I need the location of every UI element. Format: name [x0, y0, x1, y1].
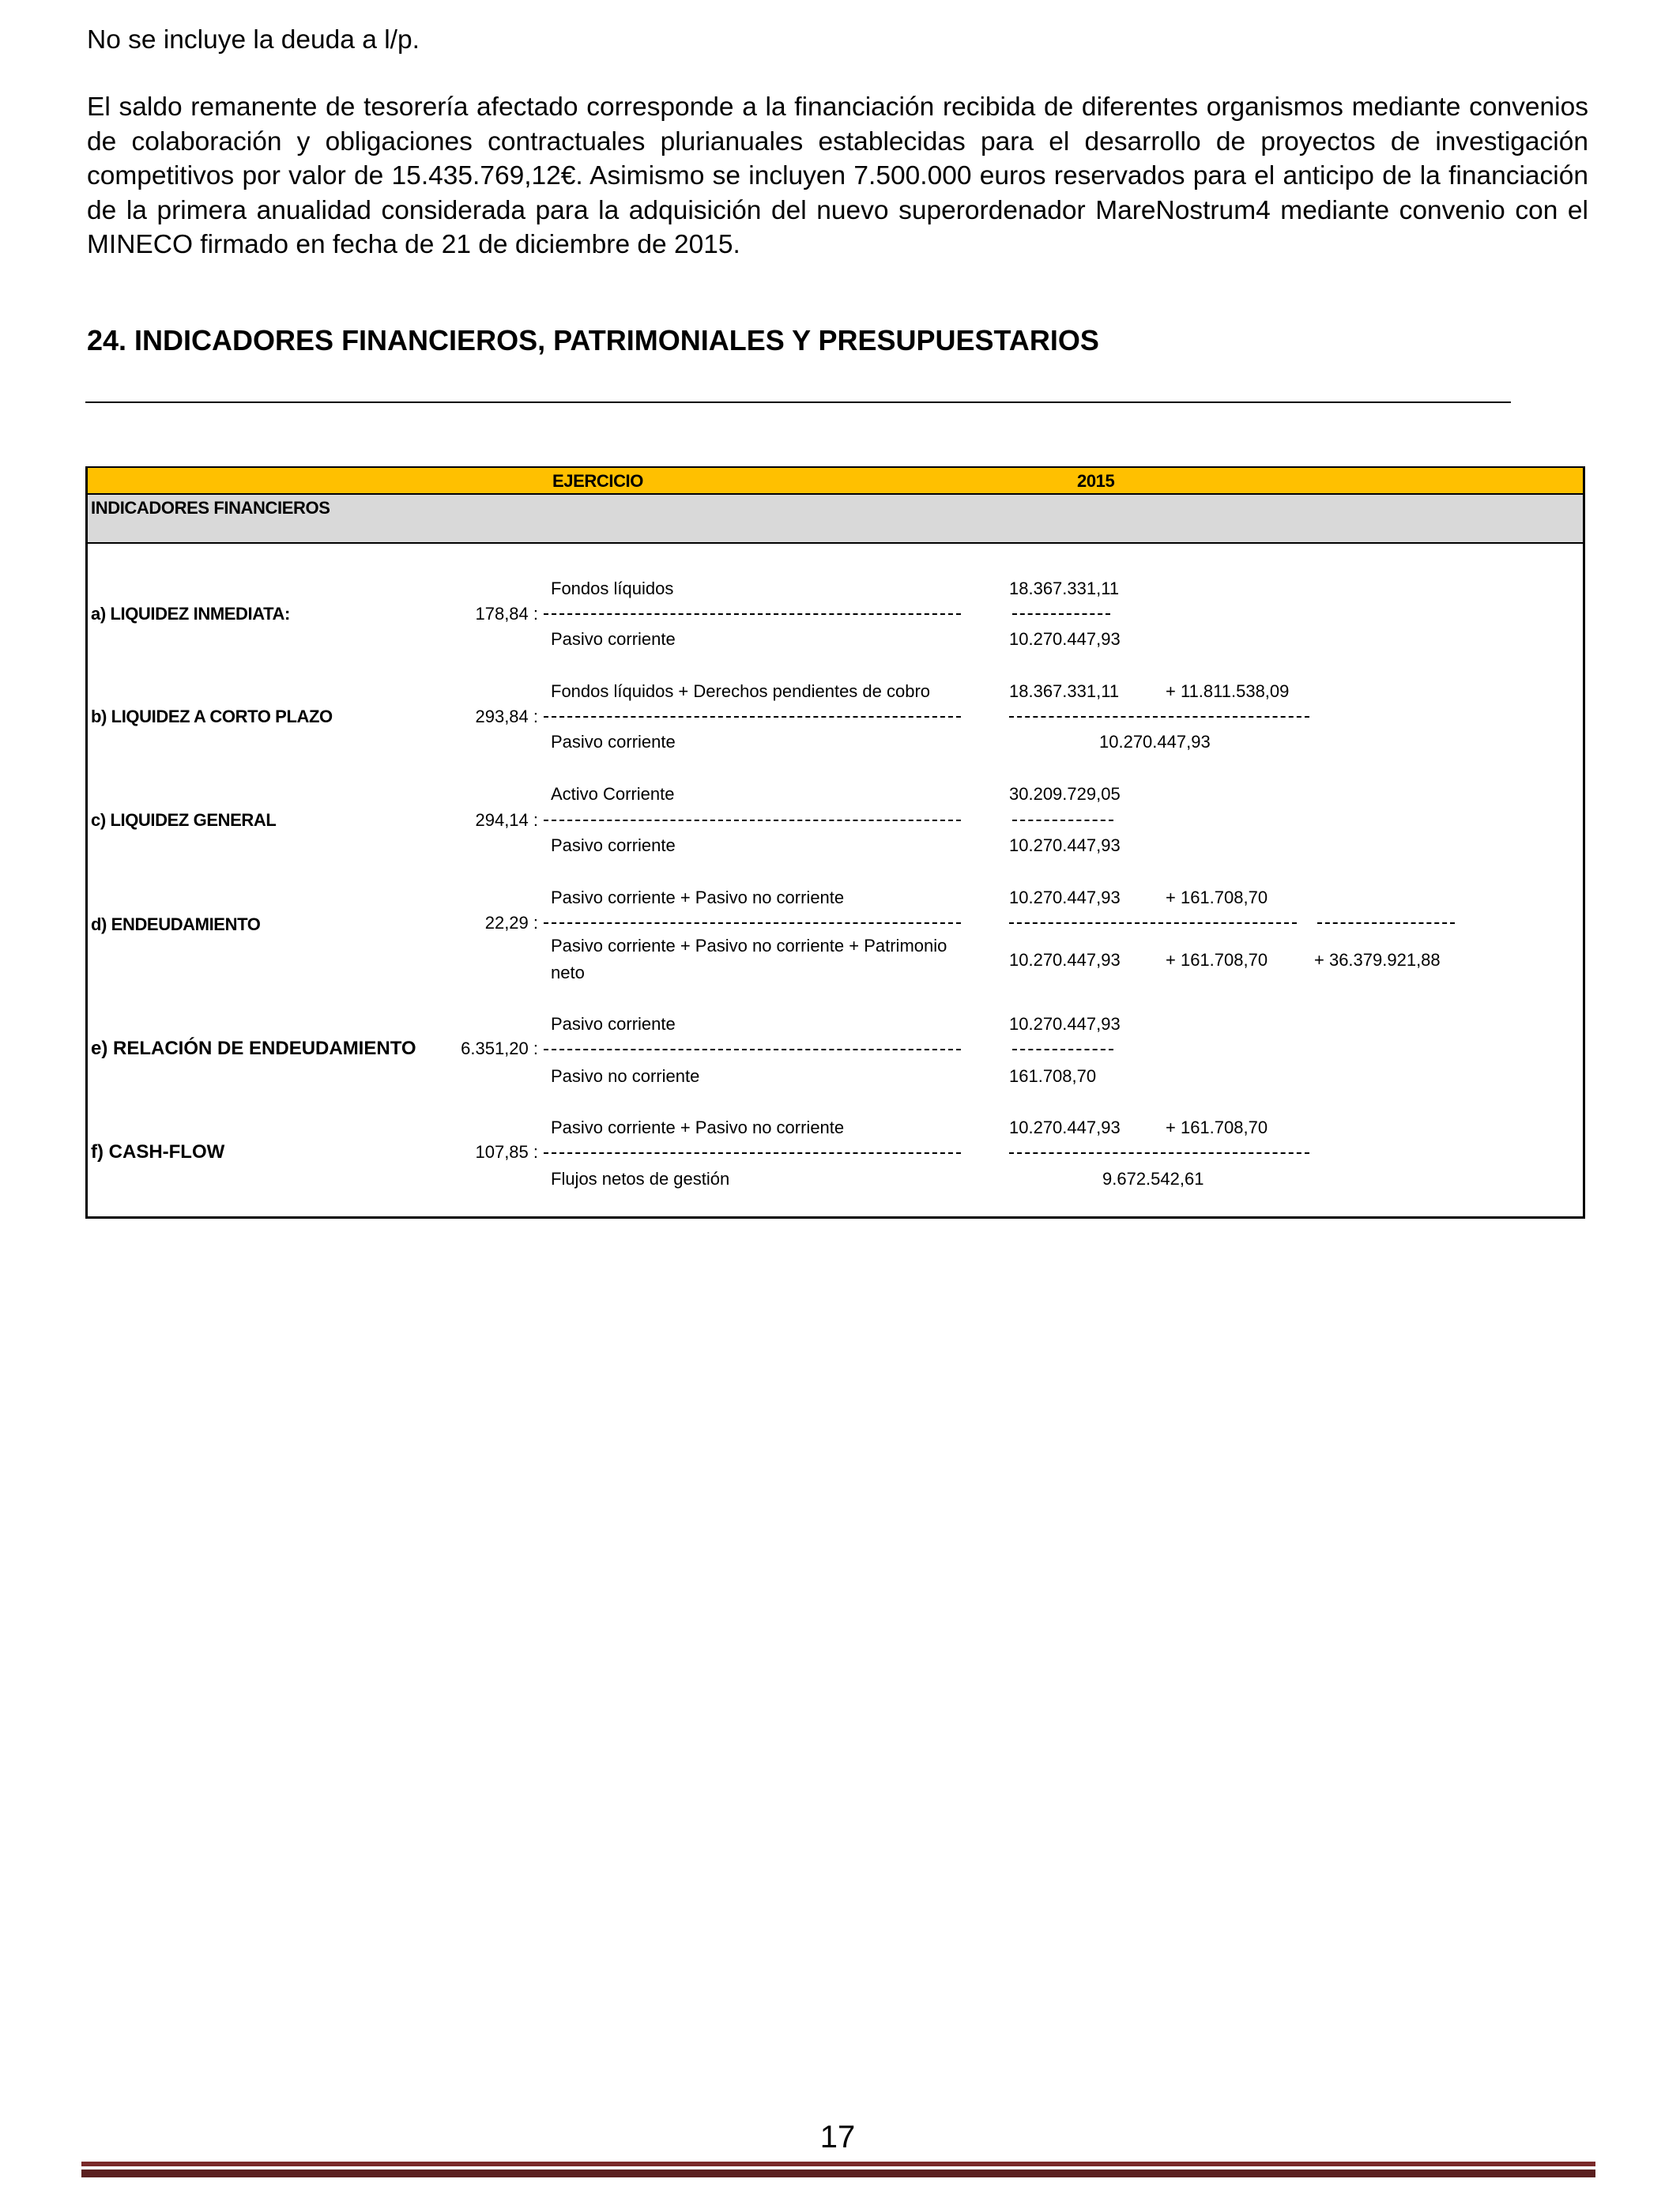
page-number: 17	[819, 2120, 856, 2154]
denominator-value: 10.270.447,93	[1099, 732, 1211, 752]
numerator-value: + 161.708,70	[1166, 1118, 1268, 1137]
numerator-label: Activo Corriente	[551, 784, 675, 804]
header-year: 2015	[1077, 471, 1115, 491]
indicator-label: b) LIQUIDEZ A CORTO PLAZO	[91, 707, 333, 726]
header-ejercicio: EJERCICIO	[552, 471, 643, 491]
fraction-line	[544, 820, 961, 821]
numerator-value: 30.209.729,05	[1009, 784, 1121, 804]
numerator-value: 10.270.447,93	[1009, 888, 1121, 907]
section-heading: 24. INDICADORES FINANCIEROS, PATRIMONIALES Y PRESUPUESTARIOS	[87, 324, 1099, 356]
fraction-line	[1317, 922, 1455, 924]
denominator-value: 161.708,70	[1009, 1066, 1097, 1086]
indicator-value: 22,29 :	[484, 913, 538, 933]
denominator-label: Flujos netos de gestión	[551, 1169, 730, 1189]
indicator-value: 294,14 :	[475, 810, 538, 830]
denominator-value: 10.270.447,93	[1009, 629, 1121, 649]
table-header-row	[88, 468, 1583, 495]
fraction-line	[1009, 922, 1297, 924]
fraction-line	[1009, 1152, 1309, 1154]
heading-rule	[85, 401, 1511, 403]
indicator-label: e) RELACIÓN DE ENDEUDAMIENTO	[91, 1038, 416, 1059]
fraction-line	[1012, 820, 1113, 821]
denominator-label: neto	[551, 963, 585, 982]
denominator-label: Pasivo corriente	[551, 835, 676, 855]
footer-bar	[81, 2162, 1595, 2166]
indicator-value: 178,84 :	[475, 604, 538, 624]
indicators-table	[85, 466, 1585, 1219]
indicator-label: d) ENDEUDAMIENTO	[91, 914, 261, 934]
denominator-label: Pasivo no corriente	[551, 1066, 700, 1086]
fraction-line	[544, 1049, 961, 1050]
numerator-label: Fondos líquidos	[551, 579, 674, 598]
numerator-value: 10.270.447,93	[1009, 1014, 1121, 1034]
fraction-line	[1009, 716, 1309, 718]
fraction-line	[544, 1152, 961, 1154]
numerator-value: 18.367.331,11	[1009, 681, 1120, 701]
denominator-value: + 161.708,70	[1166, 950, 1268, 970]
indicator-value: 293,84 :	[475, 707, 538, 726]
intro-note: No se incluye la deuda a l/p.	[87, 25, 420, 55]
numerator-value: 18.367.331,11	[1009, 579, 1120, 598]
table-subheader-row	[88, 495, 1583, 544]
indicator-value: 6.351,20 :	[461, 1039, 538, 1058]
numerator-label: Pasivo corriente + Pasivo no corriente	[551, 888, 845, 907]
fraction-line	[1012, 613, 1110, 615]
denominator-value: 10.270.447,93	[1009, 950, 1121, 970]
indicator-label: f) CASH-FLOW	[91, 1141, 225, 1163]
intro-paragraph: El saldo remanente de tesorería afectado corresponde a la financiación recibida de diferentes organismos mediante convenios de colaboración y obligaciones contractuales plurianuales establecidas para el desarrollo de proyectos de investigación competitivos por valor de 15.435.769,12€. Asimismo se incluyen 7.500.000 euros reservados para el anticipo de la financiación de la primera anualidad considerada para la adquisición del nuevo superordenador MareNostrum4 mediante convenio con el MINECO firmado en fecha de 21 de diciembre de 2015.	[87, 92, 1588, 260]
denominator-label: Pasivo corriente + Pasivo no corriente + Patrimonio	[551, 936, 947, 956]
denominator-label: Pasivo corriente	[551, 732, 676, 752]
numerator-value: 10.270.447,93	[1009, 1118, 1121, 1137]
fraction-line	[544, 613, 961, 615]
numerator-value: + 161.708,70	[1166, 888, 1268, 907]
indicator-label: a) LIQUIDEZ INMEDIATA:	[91, 604, 290, 624]
denominator-value: + 36.379.921,88	[1314, 950, 1441, 970]
denominator-value: 9.672.542,61	[1102, 1169, 1204, 1189]
indicator-label: c) LIQUIDEZ GENERAL	[91, 810, 277, 830]
numerator-label: Pasivo corriente	[551, 1014, 676, 1034]
fraction-line	[1012, 1049, 1113, 1050]
numerator-label: Fondos líquidos + Derechos pendientes de cobro	[551, 681, 931, 701]
numerator-value: + 11.811.538,09	[1166, 681, 1290, 701]
fraction-line	[544, 922, 961, 924]
indicator-value: 107,85 :	[475, 1142, 538, 1162]
footer-bar	[81, 2169, 1595, 2177]
subheader-label: INDICADORES FINANCIEROS	[91, 498, 330, 518]
fraction-line	[544, 716, 961, 718]
denominator-label: Pasivo corriente	[551, 629, 676, 649]
numerator-label: Pasivo corriente + Pasivo no corriente	[551, 1118, 845, 1137]
denominator-value: 10.270.447,93	[1009, 835, 1121, 855]
